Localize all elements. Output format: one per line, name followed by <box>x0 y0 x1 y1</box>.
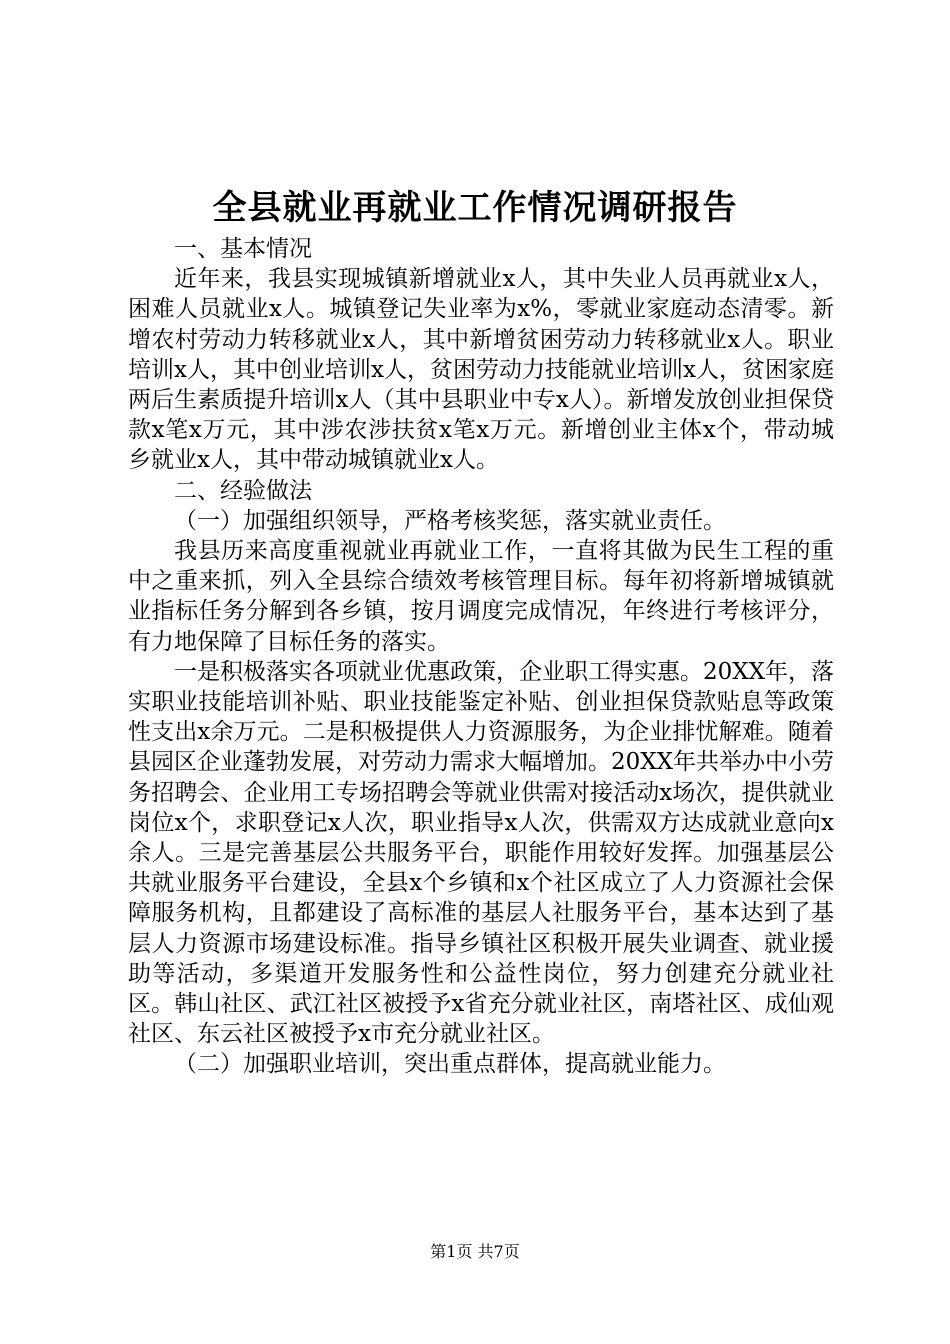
paragraph-overview: 近年来，我县实现城镇新增就业x人，其中失业人员再就业x人，困难人员就业x人。城镇登记失业率为x%，零就业家庭动态清零。新增农村劳动力转移就业x人，其中新增贫困劳动力转移就业x人。职业培训x人，其中创业培训x人，贫困劳动力技能就业培训x人，贫困家庭两后生素质提升培训x人（其中县职业中专x人）。新增发放创业担保贷款x笔x万元，其中涉农涉扶贫x笔x万元。新增创业主体x个，带动城乡就业x人，其中带动城镇就业x人。 <box>128 266 834 474</box>
page-footer: 第1页 共7页 <box>430 1242 520 1261</box>
section-heading-basic: 一、基本情况 <box>174 236 312 262</box>
subsection-heading-organization: （一）加强组织领导，严格考核奖惩，落实就业责任。 <box>174 507 726 534</box>
document-body <box>128 234 834 1080</box>
document-title: 全县就业再就业工作情况调研报告 <box>212 188 738 228</box>
section-heading-experience: 二、经验做法 <box>174 477 312 504</box>
paragraph-policies: 一是积极落实各项就业优惠政策，企业职工得实惠。20XX年，落实职业技能培训补贴、职业技能鉴定补贴、创业担保贷款贴息等政策性支出x余万元。二是积极提供人力资源服务，为企业排忧解难。随着县园区企业蓬勃发展，对劳动力需求大幅增加。20XX年共举办中小劳务招聘会、企业用工专场招聘会等就业供需对接活动x场次，提供就业岗位x个，求职登记x人次，职业指导x人次，供需双方达成就业意向x余人。三是完善基层公共服务平台，职能作用较好发挥。加强基层公共就业服务平台建设，全县x个乡镇和x个社区成立了人力资源社会保障服务机构，且都建设了高标准的基层人社服务平台，基本达到了基层人力资源市场建设标准。指导乡镇社区积极开展失业调查、就业援助等活动，多渠道开发服务性和公益性岗位，努力创建充分就业社区。韩山社区、武江社区被授予x省充分就业社区，南塔社区、成仙观社区、东云社区被授予x市充分就业社区。 <box>128 658 835 1048</box>
paragraph-organization: 我县历来高度重视就业再就业工作，一直将其做为民生工程的重中之重来抓，列入全县综合绩效考核管理目标。每年初将新增城镇就业指标任务分解到各乡镇，按月调度完成情况，年终进行考核评分，有力地保障了目标任务的落实。 <box>128 538 834 655</box>
subsection-heading-training: （二）加强职业培训，突出重点群体，提高就业能力。 <box>174 1051 726 1078</box>
